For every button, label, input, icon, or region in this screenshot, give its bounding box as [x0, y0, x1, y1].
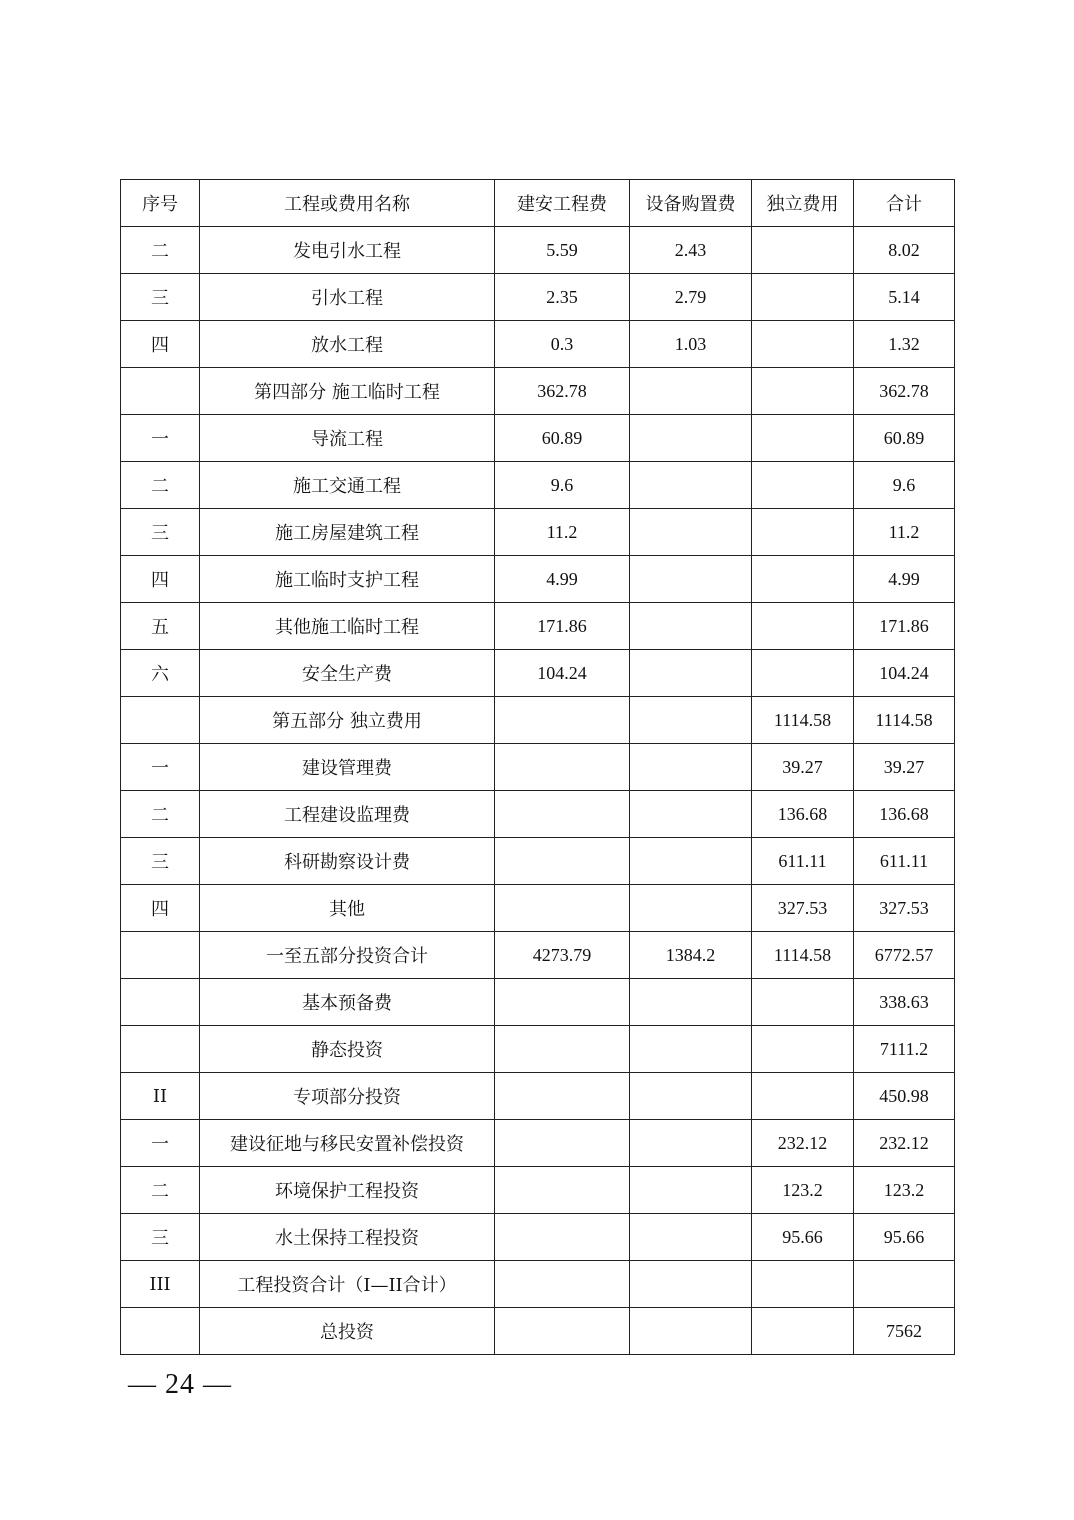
row-serial: 三 — [121, 509, 200, 556]
row-equipment-cost — [630, 1308, 752, 1355]
row-item-name: 第四部分 施工临时工程 — [200, 368, 495, 415]
row-construction-cost: 5.59 — [495, 227, 630, 274]
row-equipment-cost — [630, 697, 752, 744]
row-independent-cost: 123.2 — [752, 1167, 854, 1214]
row-total: 362.78 — [854, 368, 955, 415]
row-item-name: 其他 — [200, 885, 495, 932]
row-total: 338.63 — [854, 979, 955, 1026]
header-independent-cost: 独立费用 — [752, 180, 854, 227]
row-construction-cost — [495, 791, 630, 838]
row-construction-cost — [495, 1120, 630, 1167]
row-total: 232.12 — [854, 1120, 955, 1167]
row-independent-cost: 327.53 — [752, 885, 854, 932]
row-total: 39.27 — [854, 744, 955, 791]
row-equipment-cost — [630, 556, 752, 603]
row-independent-cost — [752, 509, 854, 556]
row-equipment-cost — [630, 885, 752, 932]
row-serial: 四 — [121, 556, 200, 603]
row-equipment-cost — [630, 791, 752, 838]
row-construction-cost: 2.35 — [495, 274, 630, 321]
table-row — [121, 1167, 955, 1214]
row-item-name: 发电引水工程 — [200, 227, 495, 274]
row-construction-cost — [495, 744, 630, 791]
row-serial: 六 — [121, 650, 200, 697]
row-construction-cost: 60.89 — [495, 415, 630, 462]
row-independent-cost — [752, 1026, 854, 1073]
row-item-name: 其他施工临时工程 — [200, 603, 495, 650]
row-equipment-cost — [630, 1073, 752, 1120]
row-serial: 四 — [121, 885, 200, 932]
row-equipment-cost — [630, 603, 752, 650]
row-independent-cost — [752, 274, 854, 321]
row-item-name: 基本预备费 — [200, 979, 495, 1026]
row-serial — [121, 697, 200, 744]
row-independent-cost — [752, 368, 854, 415]
row-item-name: 静态投资 — [200, 1026, 495, 1073]
row-total: 123.2 — [854, 1167, 955, 1214]
row-serial — [121, 1026, 200, 1073]
row-equipment-cost — [630, 650, 752, 697]
row-equipment-cost — [630, 744, 752, 791]
table-row — [121, 885, 955, 932]
row-construction-cost — [495, 1167, 630, 1214]
header-total: 合计 — [854, 180, 955, 227]
row-construction-cost — [495, 1308, 630, 1355]
row-total: 1114.58 — [854, 697, 955, 744]
row-total: 7111.2 — [854, 1026, 955, 1073]
row-equipment-cost — [630, 1120, 752, 1167]
row-equipment-cost — [630, 462, 752, 509]
row-equipment-cost: 2.43 — [630, 227, 752, 274]
row-total: 8.02 — [854, 227, 955, 274]
table-row — [121, 697, 955, 744]
investment-table — [120, 179, 955, 1355]
row-equipment-cost — [630, 1261, 752, 1308]
table-row — [121, 462, 955, 509]
row-total: 5.14 — [854, 274, 955, 321]
table-row — [121, 791, 955, 838]
table-row — [121, 1214, 955, 1261]
header-equipment-cost: 设备购置费 — [630, 180, 752, 227]
row-independent-cost: 611.11 — [752, 838, 854, 885]
table-row — [121, 1261, 955, 1308]
row-independent-cost — [752, 650, 854, 697]
row-independent-cost: 232.12 — [752, 1120, 854, 1167]
table-header-row — [121, 180, 955, 227]
row-construction-cost: 11.2 — [495, 509, 630, 556]
table-row — [121, 415, 955, 462]
row-total: 60.89 — [854, 415, 955, 462]
row-equipment-cost — [630, 838, 752, 885]
row-independent-cost — [752, 1073, 854, 1120]
row-independent-cost — [752, 1308, 854, 1355]
header-serial: 序号 — [121, 180, 200, 227]
row-total: 7562 — [854, 1308, 955, 1355]
row-total: 611.11 — [854, 838, 955, 885]
row-item-name: 施工交通工程 — [200, 462, 495, 509]
row-total: 4.99 — [854, 556, 955, 603]
row-construction-cost: 171.86 — [495, 603, 630, 650]
row-item-name: 安全生产费 — [200, 650, 495, 697]
row-construction-cost: 4273.79 — [495, 932, 630, 979]
table-row — [121, 932, 955, 979]
row-serial: 一 — [121, 1120, 200, 1167]
table-row — [121, 1073, 955, 1120]
row-construction-cost — [495, 885, 630, 932]
row-independent-cost — [752, 227, 854, 274]
row-item-name: 放水工程 — [200, 321, 495, 368]
row-serial: 一 — [121, 744, 200, 791]
row-construction-cost — [495, 697, 630, 744]
row-item-name: 总投资 — [200, 1308, 495, 1355]
row-construction-cost — [495, 1261, 630, 1308]
row-serial: 三 — [121, 274, 200, 321]
row-equipment-cost: 1384.2 — [630, 932, 752, 979]
row-total: 9.6 — [854, 462, 955, 509]
row-equipment-cost — [630, 415, 752, 462]
row-total: 1.32 — [854, 321, 955, 368]
row-construction-cost: 4.99 — [495, 556, 630, 603]
row-item-name: 施工房屋建筑工程 — [200, 509, 495, 556]
row-total: 11.2 — [854, 509, 955, 556]
table-row — [121, 509, 955, 556]
row-serial: 二 — [121, 462, 200, 509]
row-serial — [121, 979, 200, 1026]
table-body — [121, 227, 955, 1355]
header-construction-cost: 建安工程费 — [495, 180, 630, 227]
row-serial: 二 — [121, 791, 200, 838]
row-independent-cost: 1114.58 — [752, 932, 854, 979]
table-row — [121, 838, 955, 885]
row-independent-cost — [752, 979, 854, 1026]
row-independent-cost — [752, 556, 854, 603]
row-construction-cost — [495, 979, 630, 1026]
row-serial: 二 — [121, 227, 200, 274]
row-item-name: 工程投资合计（I—II合计） — [200, 1261, 495, 1308]
row-item-name: 专项部分投资 — [200, 1073, 495, 1120]
row-independent-cost — [752, 1261, 854, 1308]
row-total: 6772.57 — [854, 932, 955, 979]
row-independent-cost — [752, 321, 854, 368]
header-item-name: 工程或费用名称 — [200, 180, 495, 227]
row-item-name: 导流工程 — [200, 415, 495, 462]
row-equipment-cost — [630, 1214, 752, 1261]
row-item-name: 一至五部分投资合计 — [200, 932, 495, 979]
row-total: 327.53 — [854, 885, 955, 932]
row-construction-cost — [495, 838, 630, 885]
row-total: 450.98 — [854, 1073, 955, 1120]
row-construction-cost: 9.6 — [495, 462, 630, 509]
row-serial — [121, 932, 200, 979]
row-item-name: 环境保护工程投资 — [200, 1167, 495, 1214]
row-serial: 三 — [121, 1214, 200, 1261]
table-row — [121, 274, 955, 321]
row-equipment-cost: 2.79 — [630, 274, 752, 321]
row-independent-cost — [752, 462, 854, 509]
row-serial — [121, 368, 200, 415]
row-item-name: 工程建设监理费 — [200, 791, 495, 838]
row-serial: 一 — [121, 415, 200, 462]
row-equipment-cost — [630, 1026, 752, 1073]
row-total — [854, 1261, 955, 1308]
row-equipment-cost: 1.03 — [630, 321, 752, 368]
page-number: — 24 — — [128, 1369, 232, 1400]
table-row — [121, 603, 955, 650]
row-total: 171.86 — [854, 603, 955, 650]
table-row — [121, 227, 955, 274]
row-total: 95.66 — [854, 1214, 955, 1261]
row-serial: II — [121, 1073, 200, 1120]
row-independent-cost: 95.66 — [752, 1214, 854, 1261]
row-serial — [121, 1308, 200, 1355]
table-row — [121, 1120, 955, 1167]
row-item-name: 施工临时支护工程 — [200, 556, 495, 603]
row-construction-cost — [495, 1026, 630, 1073]
table-row — [121, 650, 955, 697]
table-row — [121, 744, 955, 791]
row-item-name: 建设管理费 — [200, 744, 495, 791]
table-row — [121, 368, 955, 415]
row-equipment-cost — [630, 368, 752, 415]
row-total: 104.24 — [854, 650, 955, 697]
row-construction-cost — [495, 1073, 630, 1120]
row-total: 136.68 — [854, 791, 955, 838]
row-independent-cost: 39.27 — [752, 744, 854, 791]
table-row — [121, 1308, 955, 1355]
row-item-name: 建设征地与移民安置补偿投资 — [200, 1120, 495, 1167]
row-equipment-cost — [630, 1167, 752, 1214]
row-equipment-cost — [630, 509, 752, 556]
table-row — [121, 979, 955, 1026]
row-independent-cost: 136.68 — [752, 791, 854, 838]
row-construction-cost: 362.78 — [495, 368, 630, 415]
row-serial: 三 — [121, 838, 200, 885]
table-row — [121, 321, 955, 368]
row-item-name: 第五部分 独立费用 — [200, 697, 495, 744]
row-independent-cost — [752, 603, 854, 650]
row-construction-cost — [495, 1214, 630, 1261]
row-construction-cost: 104.24 — [495, 650, 630, 697]
row-equipment-cost — [630, 979, 752, 1026]
row-serial: III — [121, 1261, 200, 1308]
row-serial: 二 — [121, 1167, 200, 1214]
row-serial: 五 — [121, 603, 200, 650]
row-independent-cost: 1114.58 — [752, 697, 854, 744]
row-item-name: 水土保持工程投资 — [200, 1214, 495, 1261]
row-item-name: 科研勘察设计费 — [200, 838, 495, 885]
row-construction-cost: 0.3 — [495, 321, 630, 368]
row-independent-cost — [752, 415, 854, 462]
row-serial: 四 — [121, 321, 200, 368]
table-row — [121, 556, 955, 603]
row-item-name: 引水工程 — [200, 274, 495, 321]
table-row — [121, 1026, 955, 1073]
